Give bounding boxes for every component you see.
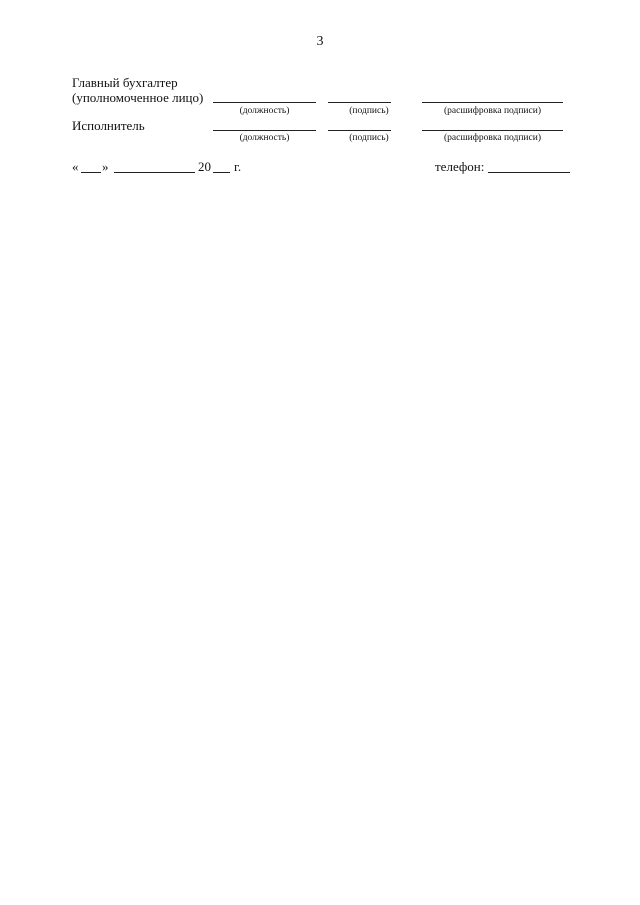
date-close-quote: »	[102, 159, 109, 174]
chief-signature-caption: (подпись)	[349, 106, 389, 116]
date-year-suffix: г.	[234, 159, 242, 174]
executor-position-caption: (должность)	[239, 133, 290, 143]
chief-transcript-caption: (расшифровка подписи)	[444, 106, 541, 116]
chief-position-line	[213, 102, 316, 103]
date-day-line	[81, 172, 101, 173]
executor-signature-line	[328, 130, 391, 131]
phone-line	[488, 172, 570, 173]
date-year-prefix: 20	[198, 159, 211, 174]
executor-label: Исполнитель	[72, 118, 145, 133]
chief-accountant-label: Главный бухгалтер	[72, 75, 178, 90]
chief-position-caption: (должность)	[239, 106, 290, 116]
executor-transcript-line	[422, 130, 563, 131]
executor-signature-caption: (подпись)	[349, 133, 389, 143]
authorized-person-label: (уполномоченное лицо)	[72, 90, 204, 105]
executor-transcript-caption: (расшифровка подписи)	[444, 133, 541, 143]
page-number: 3	[316, 34, 324, 49]
chief-transcript-line	[422, 102, 563, 103]
date-open-quote: «	[72, 159, 79, 174]
date-year-line	[213, 172, 230, 173]
executor-position-line	[213, 130, 316, 131]
date-month-line	[114, 172, 195, 173]
phone-label: телефон:	[435, 159, 485, 174]
chief-signature-line	[328, 102, 391, 103]
